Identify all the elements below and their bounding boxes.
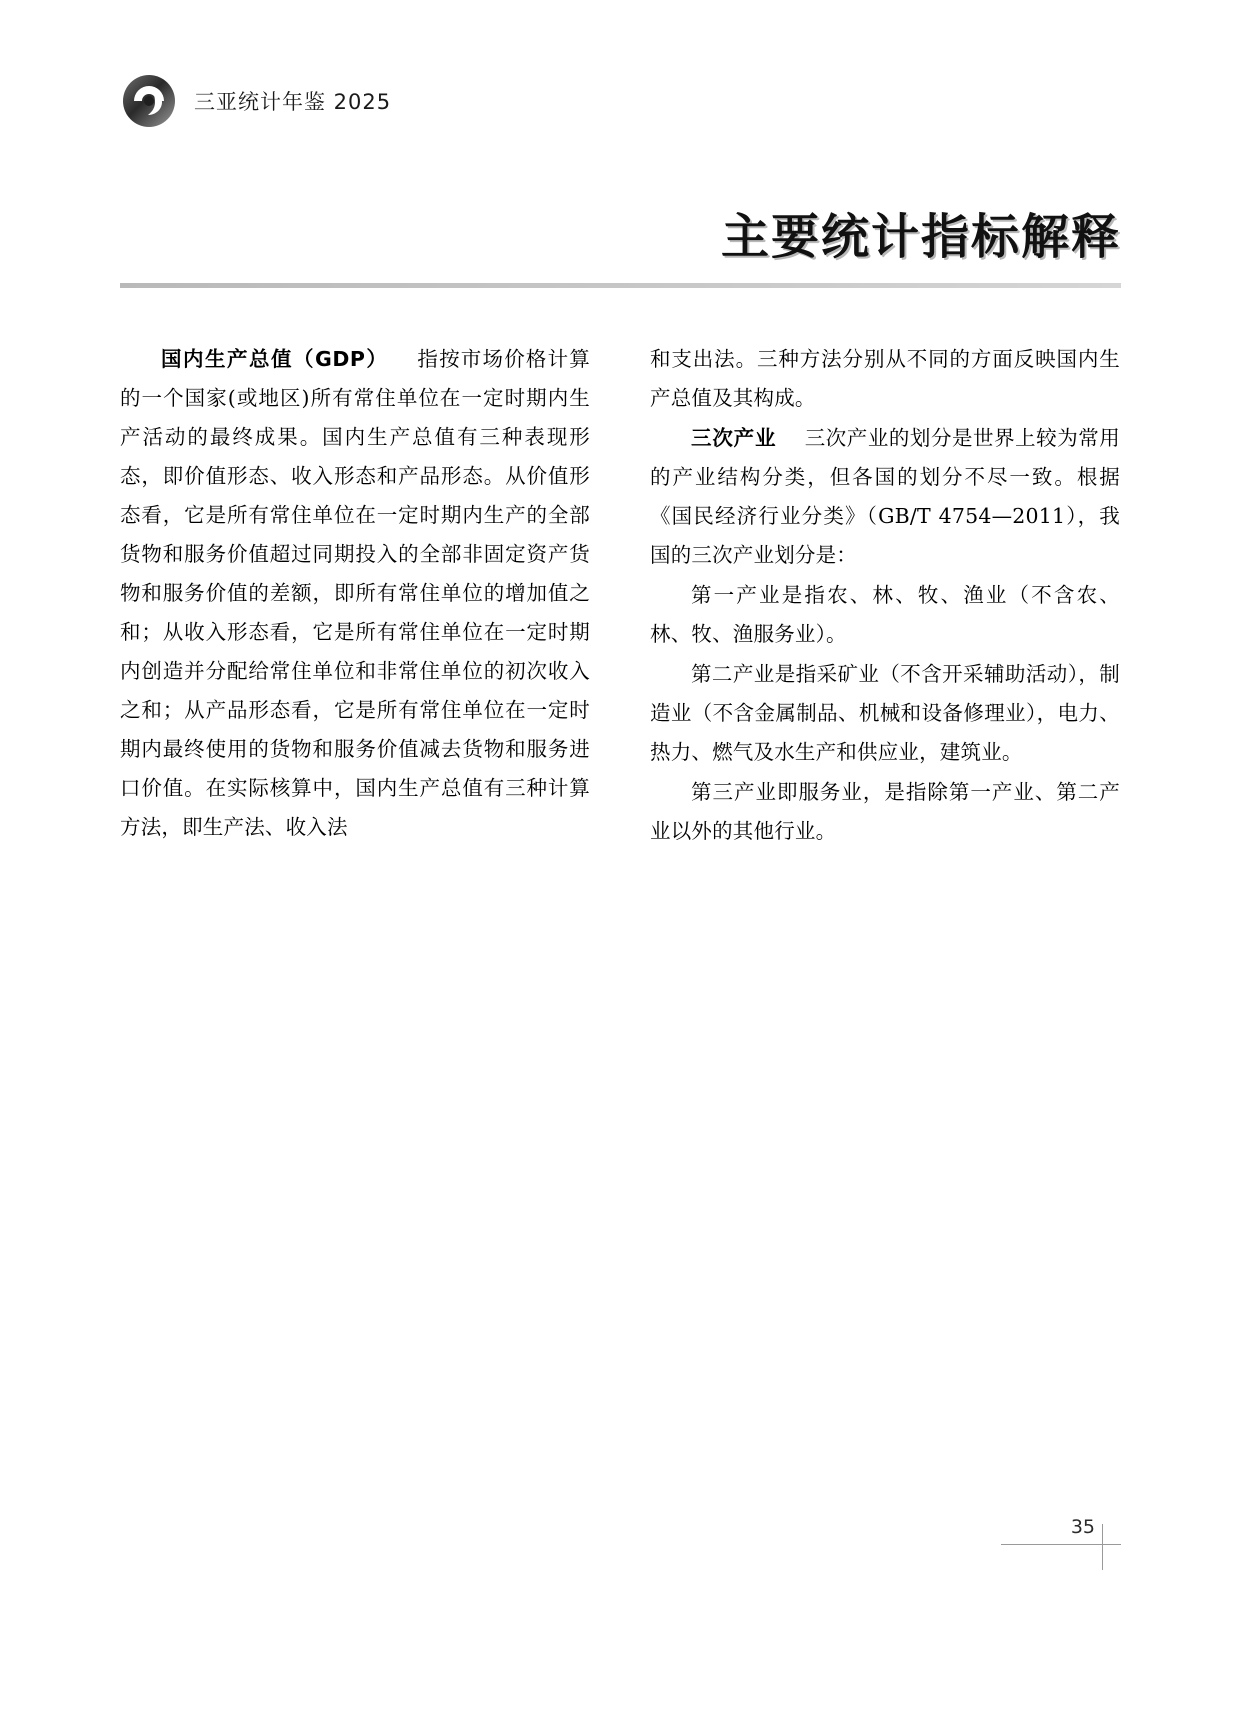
- paragraph: [650, 340, 1120, 418]
- footer-divider: [1001, 1544, 1121, 1545]
- page-number: 35: [1070, 1516, 1095, 1538]
- header-title: 三亚统计年鉴 2025: [194, 90, 392, 114]
- paragraph-text: 第三产业即服务业，是指除第一产业、第二产业以外的其他行业。: [650, 780, 1120, 843]
- paragraph-text: 第一产业是指农、林、牧、渔业（不含农、林、牧、渔服务业）。: [650, 583, 1120, 646]
- paragraph: [650, 655, 1120, 772]
- paragraph-text: 三次产业的划分是世界上较为常用的产业结构分类，但各国的划分不尽一致。根据《国民经济行业分类》（GB/T 4754—2011），我国的三次产业划分是：: [650, 426, 1121, 567]
- paragraph-text: 第二产业是指采矿业（不含开采辅助活动），制造业（不含金属制品、机械和设备修理业），电力、热力、燃气及水生产和供应业，建筑业。: [650, 662, 1120, 764]
- paragraph: [120, 340, 590, 847]
- paragraph-text: 和支出法。三种方法分别从不同的方面反映国内生产总值及其构成。: [650, 347, 1120, 410]
- term-label: 三次产业: [691, 426, 777, 450]
- page-title: 主要统计指标解释: [720, 209, 1121, 265]
- page-header: [120, 72, 391, 130]
- paragraph: [650, 419, 1120, 575]
- paragraph: [650, 773, 1120, 851]
- left-column: [120, 340, 590, 852]
- title-divider: [120, 283, 1121, 288]
- paragraph-text: 指按市场价格计算的一个国家(或地区)所有常住单位在一定时期内生产活动的最终成果。国内生产总值有三种表现形态，即价值形态、收入形态和产品形态。从价值形态看，它是所有常住单位在一定时期内生产的全部货物和服务价值超过同期投入的全部非固定资产货物和服务价值的差额，即所有常住单位的增加值之和；从收入形态看，它是所有常住单位在一定时期内创造并分配给常住单位和非常住单位的初次收入之和；从产品形态看，它是所有常住单位在一定时期内最终使用的货物和服务价值减去货物和服务进口价值。在实际核算中，国内生产总值有三种计算方法，即生产法、收入法: [120, 347, 590, 839]
- paragraph: [650, 576, 1120, 654]
- right-column: [650, 340, 1120, 852]
- yearbook-logo-icon: [120, 72, 178, 130]
- page-footer: [1001, 1516, 1121, 1545]
- term-label: 国内生产总值（GDP）: [161, 347, 389, 371]
- body-columns: [120, 340, 1121, 852]
- footer-tick-mark: [1102, 1524, 1103, 1570]
